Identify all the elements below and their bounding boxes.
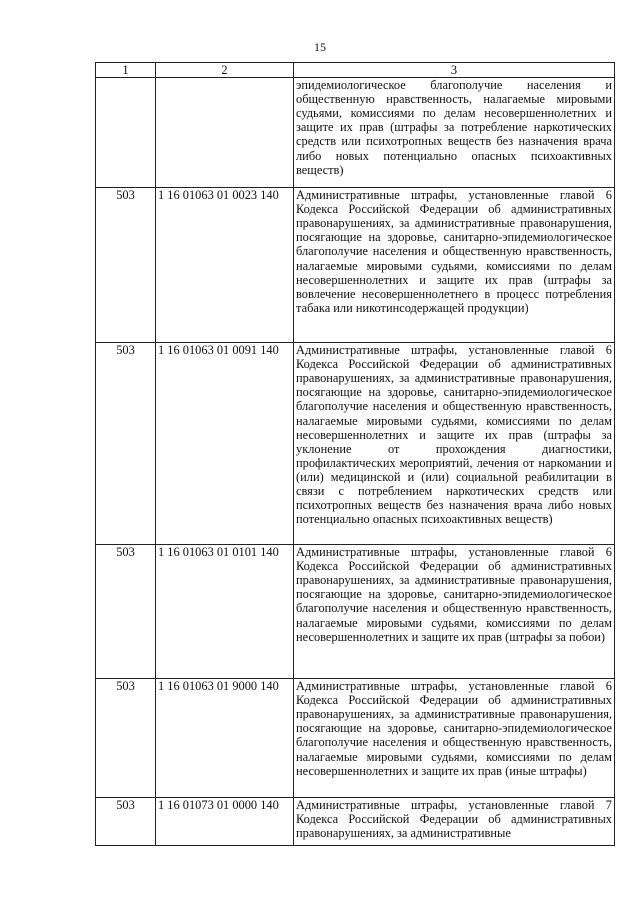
description-cell: Административные штрафы, установленные главой 7 Кодекса Российской Федерации об административных правонарушениях, за административные [294, 798, 615, 846]
admin-code-cell: 503 [96, 798, 156, 846]
table-row [96, 679, 615, 798]
kbk-code-cell [156, 78, 294, 188]
kbk-code-cell: 1 16 01073 01 0000 140 [156, 798, 294, 846]
table-body [96, 78, 615, 846]
description-cell: эпидемиологическое благополучие населения и общественную нравственность, налагаемые мировыми судьями, комиссиями по делам несовершеннолетних и защите их прав (штрафы за потребление наркотических средств или психотропных веществ без назначения врача либо новых потенциально опасных психоактивных веществ) [294, 78, 615, 188]
table-row [96, 545, 615, 679]
admin-code-cell: 503 [96, 343, 156, 545]
admin-code-cell: 503 [96, 679, 156, 798]
table-row [96, 78, 615, 188]
header-row [96, 63, 615, 78]
column-header-3: 3 [294, 63, 615, 78]
table-header [96, 63, 615, 78]
admin-code-cell [96, 78, 156, 188]
budget-classification-table [95, 62, 615, 846]
description-cell: Административные штрафы, установленные главой 6 Кодекса Российской Федерации об административных правонарушениях, за административные правонарушения, посягающие на здоровье, санитарно-эпидемиологическое благополучие населения и общественную нравственность, налагаемые мировыми судьями, комиссиями по делам несовершеннолетних и защите их прав (штрафы за побои) [294, 545, 615, 679]
admin-code-cell: 503 [96, 545, 156, 679]
page-number: 15 [314, 40, 326, 54]
table-row [96, 798, 615, 846]
description-cell: Административные штрафы, установленные главой 6 Кодекса Российской Федерации об административных правонарушениях, за административные правонарушения, посягающие на здоровье, санитарно-эпидемиологическое благополучие населения и общественную нравственность, налагаемые мировыми судьями, комиссиями по делам несовершеннолетних и защите их прав (штрафы за вовлечение несовершеннолетнего в процесс потребления табака или никотинсодержащей продукции) [294, 188, 615, 343]
column-header-1: 1 [96, 63, 156, 78]
admin-code-cell: 503 [96, 188, 156, 343]
column-header-2: 2 [156, 63, 294, 78]
kbk-code-cell: 1 16 01063 01 9000 140 [156, 679, 294, 798]
kbk-code-cell: 1 16 01063 01 0101 140 [156, 545, 294, 679]
description-cell: Административные штрафы, установленные главой 6 Кодекса Российской Федерации об административных правонарушениях, за административные правонарушения, посягающие на здоровье, санитарно-эпидемиологическое благополучие населения и общественную нравственность, налагаемые мировыми судьями, комиссиями по делам несовершеннолетних и защите их прав (иные штрафы) [294, 679, 615, 798]
table-row [96, 343, 615, 545]
kbk-code-cell: 1 16 01063 01 0091 140 [156, 343, 294, 545]
table-row [96, 188, 615, 343]
description-cell: Административные штрафы, установленные главой 6 Кодекса Российской Федерации об административных правонарушениях, за административные правонарушения, посягающие на здоровье, санитарно-эпидемиологическое благополучие населения и общественную нравственность, налагаемые мировыми судьями, комиссиями по делам несовершеннолетних и защите их прав (штрафы за уклонение от прохождения диагностики, профилактических мероприятий, лечения от наркомании и (или) медицинской и (или) социальной реабилитации в связи с потреблением наркотических средств или психотропных веществ без назначения врача либо новых потенциально опасных психоактивных веществ) [294, 343, 615, 545]
kbk-code-cell: 1 16 01063 01 0023 140 [156, 188, 294, 343]
